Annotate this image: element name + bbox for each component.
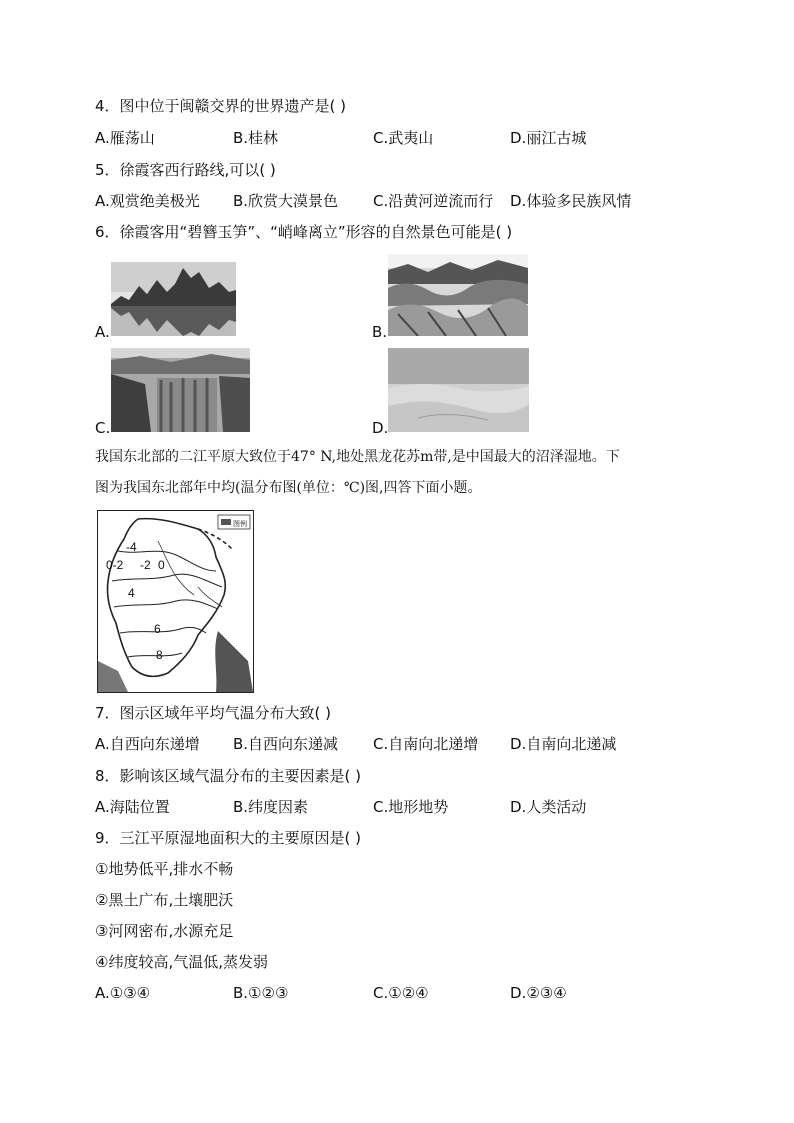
q4-option-b: B.桂林 (233, 129, 279, 147)
q5-option-d: D.体验多民族风情 (510, 192, 632, 210)
q9-statement-4: ④纬度较高,气温低,蒸发弱 (95, 953, 268, 971)
contour-label-4: 4 (128, 586, 135, 600)
q9-statement-2: ②黑土广布,土壤肥沃 (95, 891, 234, 909)
q9-statement-1: ①地势低平,排水不畅 (95, 860, 234, 878)
q8-option-b: B.纬度因素 (233, 798, 309, 816)
q6-option-d-label: D. (372, 419, 389, 437)
q4-option-a: A.雁荡山 (95, 129, 155, 147)
q9-option-c: C.①②④ (373, 984, 429, 1002)
contour-label-minus4: -4 (126, 540, 137, 554)
q9-option-d: D.②③④ (510, 984, 567, 1002)
passage-line-2: 图为我国东北部年中均(温分布图(单位：℃)图,四答下面小题。 (95, 480, 482, 496)
q6-option-c-label: C. (95, 419, 111, 437)
q4-option-d: D.丽江古城 (510, 129, 587, 147)
map-legend-label: 图例 (233, 520, 247, 528)
question-9-stem: 9．三江平原湿地面积大的主要原因是( ) (95, 829, 362, 847)
q9-option-a: A.①③④ (95, 984, 151, 1002)
q9-statement-3: ③河网密布,水源充足 (95, 922, 234, 940)
q9-option-b: B.①②③ (233, 984, 289, 1002)
question-6-stem: 6．徐霞客用“碧簪玉笋”、“峭峰离立”形容的自然景色可能是( ) (95, 223, 513, 241)
q8-option-d: D.人类活动 (510, 798, 587, 816)
contour-label-6: 6 (154, 622, 161, 636)
question-7-stem: 7．图示区域年平均气温分布大致( ) (95, 704, 332, 722)
q7-option-b: B.自西向东递减 (233, 735, 339, 753)
passage-line-1: 我国东北部的二江平原大致位于47° N,地处黑龙花苏m带,是中国最大的沼泽湿地。下 (95, 449, 620, 465)
q5-option-c: C.沿黄河逆流而行 (373, 192, 494, 210)
question-8-stem: 8．影响该区域气温分布的主要因素是( ) (95, 767, 362, 785)
contour-label-0: 0 (158, 558, 165, 572)
karst-reflection-photo (111, 262, 236, 336)
q6-option-a-label: A. (95, 323, 110, 341)
q5-option-b: B.欣赏大漠景色 (233, 192, 339, 210)
contour-label-minus2: -2 (140, 558, 151, 572)
canyon-cliffs-photo (111, 348, 250, 432)
temperature-map (97, 510, 254, 693)
contour-label-8: 8 (156, 648, 163, 662)
question-4-stem: 4．图中位于闽赣交界的世界遗产是( ) (95, 97, 347, 115)
contour-label-0-minus2: 0-2 (106, 558, 124, 572)
desert-dunes-photo (388, 348, 529, 432)
q7-option-c: C.自南向北递增 (373, 735, 479, 753)
q8-option-c: C.地形地势 (373, 798, 449, 816)
danxia-ridges-photo (388, 254, 528, 336)
q5-option-a: A.观赏绝美极光 (95, 192, 200, 210)
q6-option-b-label: B. (372, 323, 388, 341)
q4-option-c: C.武夷山 (373, 129, 434, 147)
q7-option-d: D.自南向北递减 (510, 735, 617, 753)
q8-option-a: A.海陆位置 (95, 798, 170, 816)
q7-option-a: A.自西向东递增 (95, 735, 200, 753)
question-5-stem: 5．徐霞客西行路线,可以( ) (95, 161, 276, 179)
